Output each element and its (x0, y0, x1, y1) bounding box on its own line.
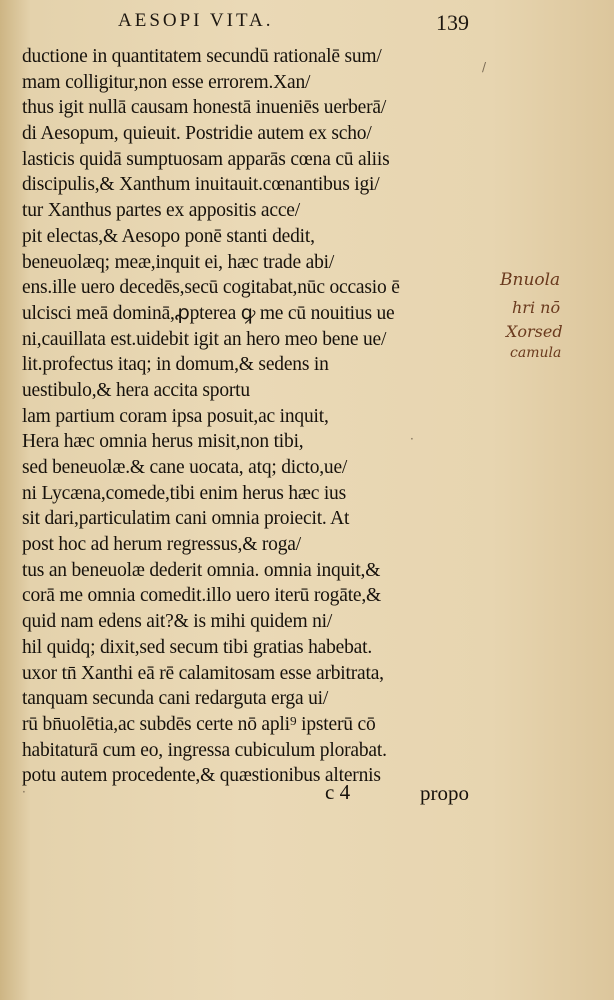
text-line: post hoc ad herum regressus,& roga/ (22, 534, 301, 556)
text-line: sed beneuolæ.& cane uocata, atq; dicto,ue/ (22, 457, 348, 478)
marginal-note: Bnuola (500, 270, 561, 290)
marginal-note: hri nō (512, 298, 561, 317)
text-line: Hera hæc omnia herus misit,non tibi, (22, 431, 304, 453)
marginal-note: Xorsed (506, 322, 563, 341)
text-line: potu autem procedente,& quæstionibus alternis (22, 765, 381, 787)
text-line: ductione in quantitatem secundū rationalē sum/ (22, 46, 382, 67)
text-line: sit dari,particulatim cani omnia proiecit. At (22, 508, 350, 530)
text-line: hil quidq; dixit,sed secum tibi gratias habebat. (22, 636, 372, 658)
marginal-note: camula (510, 345, 562, 361)
text-line: rū bn̄uolētia,ac subdēs certe nō apli⁹ ipsterū cō (22, 713, 376, 735)
text-line: habitaturā cum eo, ingressa cubiculum plorabat. (22, 739, 387, 761)
text-line: tur Xanthus partes ex appositis acce/ (22, 200, 300, 222)
text-block (22, 44, 492, 789)
text-line: ni,cauillata est.uidebit igit an hero meo bene ue/ (22, 328, 387, 350)
text-line: lit.profectus itaq; in domum,& sedens in (22, 354, 329, 376)
text-line: lam partium coram ipsa posuit,ac inquit, (22, 405, 329, 427)
text-line: ni Lycæna,comede,tibi enim herus hæc ius (22, 482, 346, 504)
running-title: AESOPI VITA. (118, 10, 274, 31)
text-line: uestibulo,& hera accita sportu (22, 379, 250, 401)
ink-speck: · (22, 785, 26, 799)
text-line: discipulis,& Xanthum inuitauit.cœnantibus igi/ (22, 174, 380, 196)
text-line: corā me omnia comedit.illo uero iterū rogāte,& (22, 585, 382, 607)
text-line: beneuolæq; meæ,inquit ei, hæc trade abi/ (22, 251, 335, 273)
signature-mark: c 4 (325, 780, 351, 804)
ink-speck: / (482, 60, 487, 74)
text-line: ens.ille uero decedēs,secū cogitabat,nūc occasio ē (22, 277, 400, 299)
catchword: propo (420, 781, 469, 805)
text-line: di Aesopum, quieuit. Postridie autem ex scho/ (22, 123, 372, 145)
ink-speck: · (410, 432, 414, 446)
text-line: tus an beneuolæ dederit omnia. omnia inquit,& (22, 559, 381, 581)
text-line: thus igit nullā causam honestā inueniēs uerberā/ (22, 97, 387, 119)
text-line: pit electas,& Aesopo ponē stanti dedit, (22, 225, 315, 247)
text-line: uxor tn̄ Xanthi eā rē calamitosam esse arbitrata, (22, 662, 384, 684)
text-line: ulcisci meā dominā,ꝓpterea ꝙ me cū nouitius ue (22, 302, 395, 324)
page-number: 139 (436, 10, 469, 35)
text-line: tanquam secunda cani redarguta erga ui/ (22, 688, 329, 710)
text-line: lasticis quidā sumptuosam apparās cœna cū aliis (22, 148, 390, 170)
text-line: mam colligitur,non esse errorem.Xan/ (22, 71, 311, 93)
text-line: quid nam edens ait?& is mihi quidem ni/ (22, 611, 333, 633)
